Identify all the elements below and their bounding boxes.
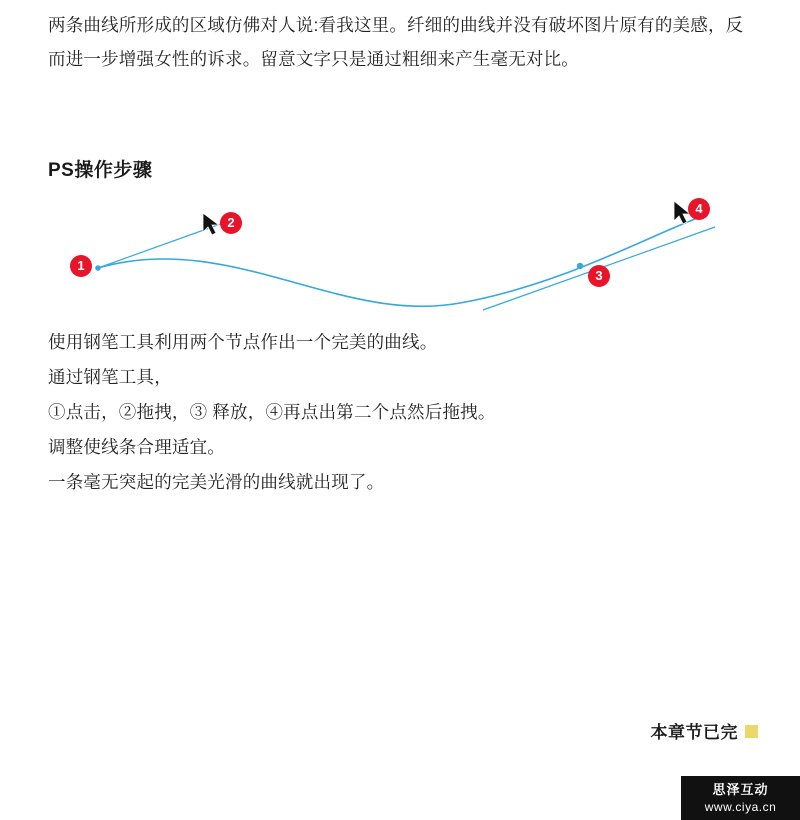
watermark	[681, 776, 800, 820]
instruction-line-5: 一条毫无突起的完美光滑的曲线就出现了。	[48, 472, 385, 492]
instruction-line-2: 通过钢笔工具，	[48, 367, 172, 387]
anchor-point-end	[577, 263, 583, 269]
instruction-text-block	[48, 325, 754, 500]
instruction-line-1: 使用钢笔工具利用两个节点作出一个完美的曲线。	[48, 332, 438, 352]
anchor-point-start	[95, 265, 101, 271]
step-badge-4: 4	[688, 198, 710, 220]
watermark-url: www.ciya.cn	[704, 800, 777, 814]
instruction-line-4: 调整使线条合理适宜。	[48, 437, 225, 457]
step-badge-3: 3	[588, 265, 610, 287]
curve-illustration	[40, 185, 760, 325]
instruction-line-3: ①点击，②拖拽，③ 释放，④再点出第二个点然后拖拽。	[48, 402, 496, 422]
chapter-end-note: 本章节已完	[650, 723, 738, 742]
pen-tool-curve-diagram	[40, 185, 760, 325]
main-curve-path	[98, 217, 700, 306]
intro-paragraph-block	[48, 8, 754, 76]
section-title: PS操作步骤	[48, 160, 153, 181]
watermark-title: 思泽互动	[712, 782, 769, 797]
intro-paragraph: 两条曲线所形成的区域仿佛对人说:看我这里。纤细的曲线并没有破坏图片原有的美感，反而进一步增强女性的诉求。留意文字只是通过粗细来产生毫无对比。	[48, 15, 744, 69]
arrow-cursor-icon-left	[203, 213, 219, 235]
footer-square-marker	[745, 725, 758, 738]
step-badge-1: 1	[70, 255, 92, 277]
step-badge-2: 2	[220, 212, 242, 234]
